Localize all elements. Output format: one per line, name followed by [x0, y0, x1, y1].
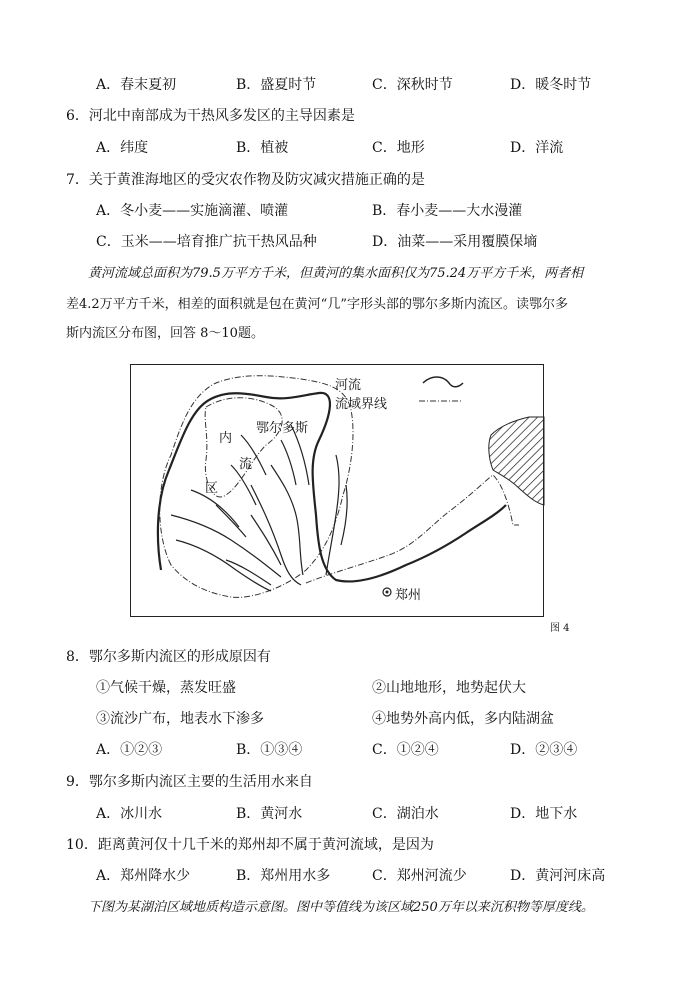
q9-option-b: B．黄河水 [236, 806, 303, 822]
q5-option-d: D．暖冬时节 [510, 77, 592, 93]
q5-option-b: B．盛夏时节 [236, 77, 317, 93]
q8-item-1: ①气候干燥，蒸发旺盛 [96, 680, 236, 696]
legend-river-symbol [423, 377, 463, 387]
zhengzhou-label: 郑州 [395, 588, 422, 603]
q9-option-a: A．冰川水 [96, 806, 163, 822]
q6-option-b: B．植被 [236, 140, 289, 156]
tributaries [171, 425, 347, 591]
footer-passage: 下图为某湖泊区域地质构造示意图。图中等值线为该区域250万年以来沉积物等厚度线。 [88, 900, 594, 915]
interior-label-qu: 区 [205, 481, 219, 496]
q10-stem: 10．距离黄河仅十几千米的郑州却不属于黄河流域，是因为 [66, 837, 434, 853]
q7-option-c: C．玉米——培育推广抗干热风品种 [96, 234, 317, 250]
q8-item-2: ②山地地形，地势起伏大 [372, 680, 526, 696]
q6-stem: 6．河北中南部成为干热风多发区的主导因素是 [66, 108, 355, 124]
interior-label-liu: 流 [239, 457, 253, 472]
passage-line-2: 差4.2万平方千米，相差的面积就是包在黄河“几”字形头部的鄂尔多斯内流区。读鄂尔多 [66, 297, 568, 312]
q6-option-c: C．地形 [372, 140, 425, 156]
q10-option-c: C．郑州河流少 [372, 868, 467, 884]
q8-option-b: B．①③④ [236, 742, 303, 758]
sea-area [489, 417, 544, 505]
q10-option-b: B．郑州用水多 [236, 868, 331, 884]
q5-option-a: A．春末夏初 [96, 77, 177, 93]
q7-option-a: A．冬小麦——实施滴灌、喷灌 [96, 203, 289, 219]
q6-option-a: A．纬度 [96, 140, 149, 156]
ordos-label: 鄂尔多斯 [256, 421, 309, 436]
interior-label-nei: 内 [219, 431, 233, 446]
q8-item-4: ④地势外高内低，多内陆湖盆 [372, 711, 554, 727]
ordos-map-figure [130, 364, 544, 617]
q9-option-c: C．湖泊水 [372, 806, 439, 822]
q7-option-d: D．油菜——采用覆膜保墒 [372, 234, 538, 250]
q8-option-a: A．①②③ [96, 742, 163, 758]
q8-option-c: C．①②④ [372, 742, 439, 758]
legend-boundary-label: 流域界线 [335, 397, 388, 412]
figure-label: 图 4 [550, 623, 570, 634]
q9-option-d: D．地下水 [510, 806, 578, 822]
q8-option-d: D．②③④ [510, 742, 578, 758]
q10-option-d: D．黄河河床高 [510, 868, 606, 884]
passage-line-1: 黄河流域总面积为79.5万平方千米，但黄河的集水面积仅为75.24万平方千米，两者相 [88, 266, 584, 281]
q8-item-3: ③流沙广布，地表水下渗多 [96, 711, 264, 727]
legend-river-label: 河流 [335, 378, 362, 393]
q6-option-d: D．洋流 [510, 140, 564, 156]
q8-stem: 8．鄂尔多斯内流区的形成原因有 [66, 649, 271, 665]
q10-option-a: A．郑州降水少 [96, 868, 191, 884]
q9-stem: 9．鄂尔多斯内流区主要的生活用水来自 [66, 774, 313, 790]
passage-line-3: 斯内流区分布图，回答 8～10题。 [66, 326, 264, 341]
q7-stem: 7．关于黄淮海地区的受灾农作物及防灾减灾措施正确的是 [66, 172, 425, 188]
q5-option-c: C．深秋时节 [372, 77, 453, 93]
q7-option-b: B．春小麦——大水漫灌 [372, 203, 523, 219]
basin-boundary-lower [306, 475, 519, 583]
